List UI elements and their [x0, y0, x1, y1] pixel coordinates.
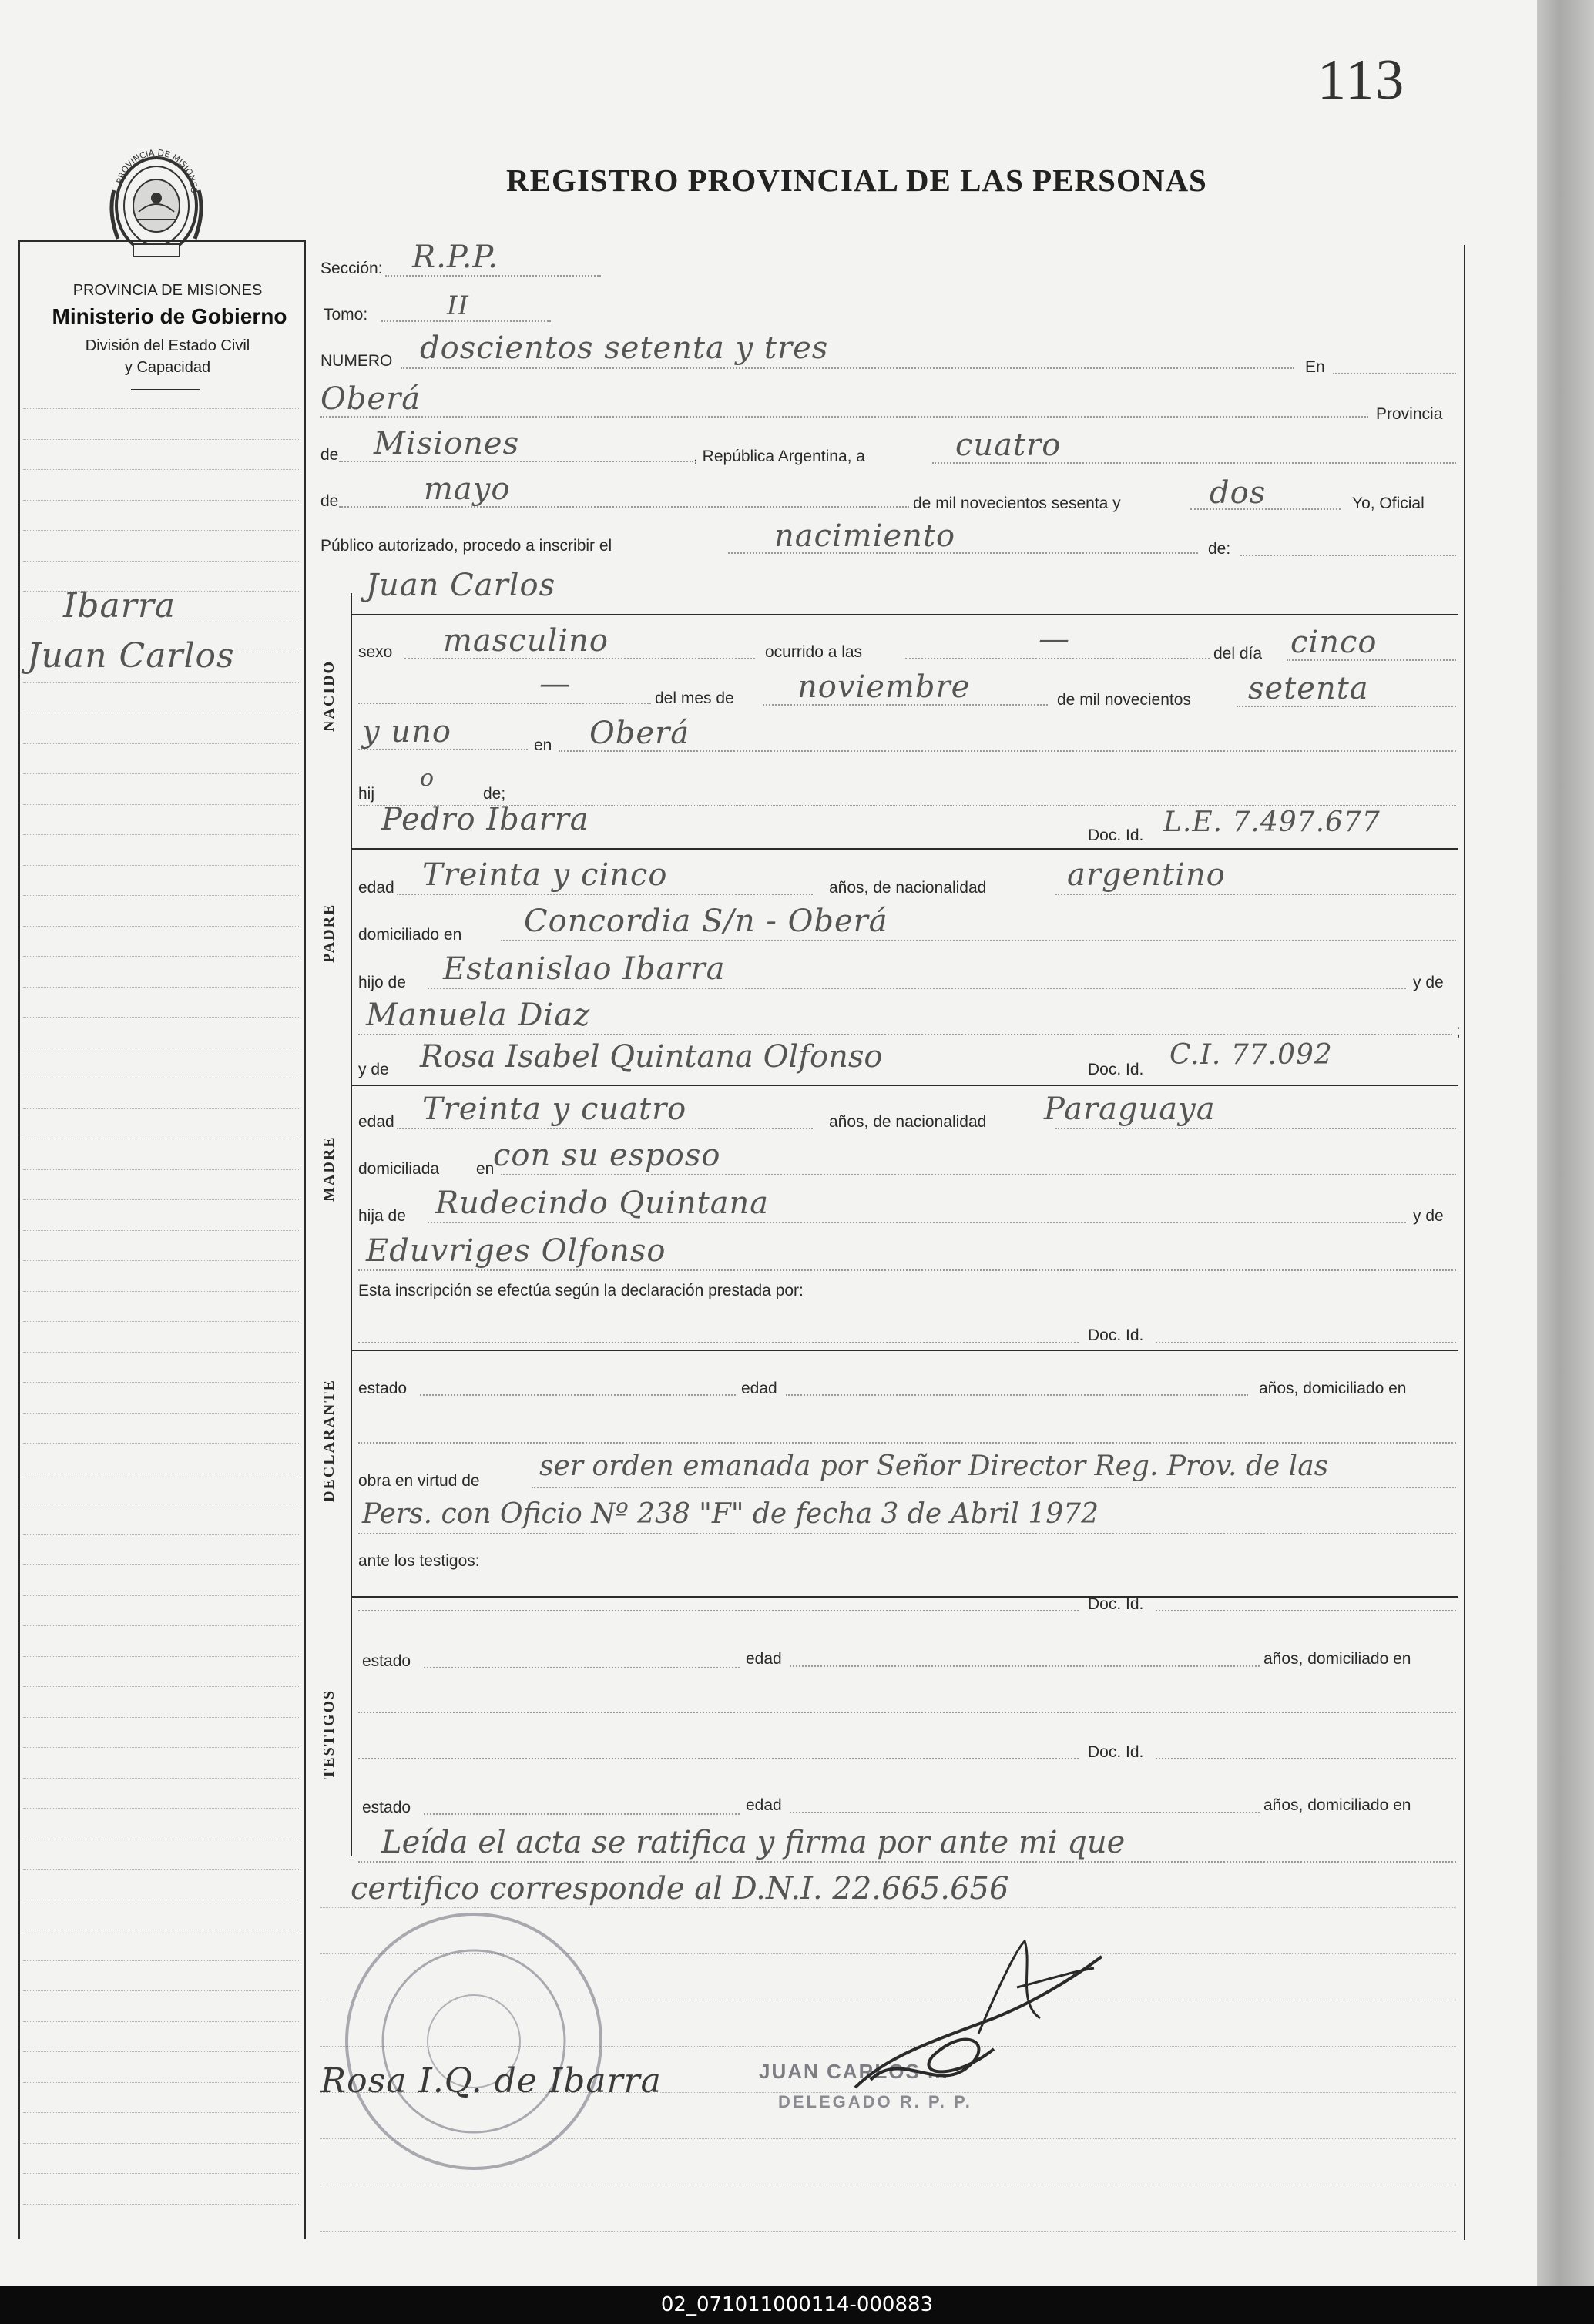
label-nac-padre: años, de nacionalidad: [829, 879, 987, 897]
label-del-dia: del día: [1213, 645, 1263, 662]
label-numero: NUMERO: [320, 352, 393, 370]
dotted-fill-line: [320, 416, 1368, 418]
madre-domicilio: con su esposo: [493, 1138, 721, 1173]
value-tomo: II: [447, 290, 469, 321]
label-doc-declarante: Doc. Id.: [1088, 1326, 1144, 1344]
value-seccion: R.P.P.: [412, 240, 498, 275]
label-estado-testigo-1: estado: [362, 1652, 411, 1670]
section-madre: MADRE: [320, 1135, 337, 1202]
margin-ruled-line: [23, 2021, 299, 2022]
dotted-fill-line: [1156, 1758, 1456, 1759]
label-esta-inscripcion: Esta inscripción se efectúa según la declaración prestada por:: [358, 1282, 804, 1299]
dotted-fill-line: [358, 1034, 1452, 1035]
margin-ruled-line: [23, 682, 299, 683]
margin-ruled-line: [23, 2051, 299, 2052]
margin-ruled-line: [23, 926, 299, 927]
label-doc-madre: Doc. Id.: [1088, 1061, 1144, 1078]
label-anos-testigo-2: años, domiciliado en: [1263, 1796, 1411, 1814]
dotted-fill-line: [358, 1861, 1456, 1863]
official-stamp-line2: DELEGADO R. P. P.: [778, 2092, 972, 2111]
madre-nacionalidad: Paraguaya: [1044, 1092, 1216, 1127]
padre-nacionalidad: argentino: [1067, 857, 1226, 893]
testigos-nota-2: certifico corresponde al D.N.I. 22.665.656: [351, 1871, 1009, 1906]
dotted-fill-line: [1156, 1342, 1456, 1343]
margin-ruled-line: [23, 561, 299, 562]
top-frame-line: [18, 240, 304, 242]
margin-ruled-line: [23, 1869, 299, 1870]
section-declarante: DECLARANTE: [320, 1378, 337, 1502]
madre-madre: Eduvriges Olfonso: [366, 1233, 666, 1269]
right-frame-line: [1464, 245, 1465, 2240]
margin-ruled-line: [23, 408, 299, 409]
document-title: REGISTRO PROVINCIAL DE LAS PERSONAS: [506, 163, 1207, 198]
label-hija-de: hija de: [358, 1207, 406, 1225]
nacido-top-rule: [351, 614, 1458, 615]
official-stamp-line1: JUAN CARLOS ...: [759, 2060, 949, 2083]
dotted-fill-line: [1055, 1128, 1456, 1129]
label-estado-testigo-2: estado: [362, 1799, 411, 1816]
label-sexo: sexo: [358, 643, 393, 661]
label-domiciliada: domiciliada: [358, 1160, 440, 1178]
label-y-de-padre: y de: [1413, 974, 1444, 991]
margin-ruled-line: [23, 500, 299, 501]
margin-ruled-line: [23, 1017, 299, 1018]
signature-oficial-scribble: [840, 1933, 1117, 2111]
label-edad-madre: edad: [358, 1113, 394, 1131]
label-y-de-madre: y de: [358, 1061, 389, 1078]
dotted-fill-line: [358, 1442, 1456, 1444]
left-column-divider: [304, 240, 306, 2239]
margin-ruled-line: [23, 1656, 299, 1657]
nacido-nombre: Juan Carlos: [366, 568, 556, 603]
madre-doc: C.I. 77.092: [1169, 1039, 1333, 1071]
margin-ruled-line: [23, 1717, 299, 1718]
dotted-fill-line: [358, 1269, 1456, 1271]
dotted-fill-line: [358, 1342, 1079, 1343]
label-de-mil-nov: de mil novecientos: [1057, 691, 1191, 709]
margin-ruled-line: [23, 1260, 299, 1261]
label-anos-declarante: años, domiciliado en: [1259, 1380, 1407, 1397]
value-localidad: Oberá: [320, 381, 421, 417]
label-de-mil: de mil novecientos sesenta y: [913, 495, 1121, 512]
section-padre: PADRE: [320, 903, 337, 963]
value-anio-inscripcion: dos: [1210, 475, 1267, 511]
value-acto: nacimiento: [774, 518, 956, 554]
margin-ruled-line: [23, 1413, 299, 1414]
dotted-fill-line: [559, 750, 1456, 752]
padre-top-rule: [351, 848, 1458, 850]
page-number: 113: [1317, 49, 1406, 112]
left-header-rule: [131, 389, 200, 390]
label-nac-madre: años, de nacionalidad: [829, 1113, 987, 1131]
margin-ruled-line: [23, 469, 299, 470]
margin-ruled-line: [23, 2082, 299, 2083]
label-edad-testigo-2: edad: [746, 1796, 782, 1814]
margin-ruled-line: [23, 439, 299, 440]
value-numero: doscientos setenta y tres: [420, 330, 829, 366]
nacido-lugar: Oberá: [589, 716, 690, 751]
label-yo-oficial: Yo, Oficial: [1352, 495, 1425, 512]
label-republica: , República Argentina, a: [693, 448, 865, 465]
padre-madre: Manuela Diaz: [366, 998, 591, 1033]
margin-ruled-line: [23, 2204, 299, 2205]
dotted-fill-line: [358, 1712, 1456, 1713]
left-header-line4: y Capacidad: [124, 359, 211, 376]
padre-nombre: Pedro Ibarra: [381, 802, 589, 837]
dotted-fill-line: [1055, 894, 1456, 895]
margin-note-given: Juan Carlos: [27, 636, 235, 676]
dotted-fill-line: [397, 1128, 813, 1129]
left-header-line3: División del Estado Civil: [85, 337, 250, 354]
section-column-divider: [351, 593, 352, 1856]
margin-ruled-line: [23, 1230, 299, 1231]
filename-footer: 02_071011000114-000883: [0, 2286, 1594, 2324]
margin-ruled-line: [23, 1808, 299, 1809]
label-edad-padre: edad: [358, 879, 394, 897]
label-doc-testigo-1: Doc. Id.: [1088, 1595, 1144, 1613]
dotted-fill-line: [905, 658, 1210, 659]
dotted-fill-line: [786, 1394, 1248, 1396]
left-header-line1: PROVINCIA DE MISIONES: [72, 282, 263, 299]
madre-edad: Treinta y cuatro: [422, 1092, 687, 1127]
margin-ruled-line: [23, 1199, 299, 1200]
label-tomo: Tomo:: [324, 306, 368, 324]
margin-note-surname: Ibarra: [63, 586, 176, 625]
label-de-semi: de;: [483, 785, 506, 803]
dotted-fill-line: [428, 988, 1406, 989]
padre-doc: L.E. 7.497.677: [1163, 807, 1381, 838]
margin-ruled-line: [23, 956, 299, 957]
testigos-nota-1: Leída el acta se ratifica y firma por ante mi que: [381, 1825, 1126, 1860]
dotted-fill-line: [1156, 1610, 1456, 1611]
logo-text: PROVINCIA DE MISIONES: [114, 147, 200, 193]
madre-padre: Rudecindo Quintana: [435, 1185, 770, 1221]
margin-ruled-line: [23, 834, 299, 835]
margin-ruled-line: [23, 1382, 299, 1383]
declarante-obra-1: ser orden emanada por Señor Director Reg. Prov. de las: [539, 1450, 1329, 1482]
dotted-fill-line: [401, 367, 1294, 369]
label-hij: hij: [358, 785, 375, 803]
margin-ruled-line: [23, 773, 299, 774]
declarante-obra-2: Pers. con Oficio Nº 238 "F" de fecha 3 de Abril 1972: [362, 1498, 1099, 1530]
dotted-fill-line: [428, 1222, 1406, 1223]
margin-ruled-line: [23, 1443, 299, 1444]
declarante-top-rule: [351, 1350, 1458, 1351]
label-en: En: [1305, 358, 1325, 376]
madre-nombre: Rosa Isabel Quintana Olfonso: [420, 1039, 883, 1075]
nacido-hora: —: [1039, 622, 1070, 657]
padre-domicilio: Concordia S/n - Oberá: [524, 904, 888, 939]
nacido-anio-b: y uno: [362, 714, 451, 750]
margin-ruled-line: [23, 743, 299, 744]
margin-ruled-line: [23, 1990, 299, 1991]
madre-top-rule: [351, 1085, 1458, 1086]
margin-ruled-line: [23, 895, 299, 896]
label-ocurrido: ocurrido a las: [765, 643, 863, 661]
dotted-fill-line: [420, 1394, 736, 1396]
dotted-fill-line: [358, 1610, 1079, 1611]
dotted-fill-line: [358, 703, 651, 704]
margin-ruled-line: [23, 1352, 299, 1353]
label-ante-testigos: ante los testigos:: [358, 1552, 480, 1570]
margin-ruled-line: [23, 865, 299, 866]
signature-madre: Rosa I.Q. de Ibarra: [320, 2061, 662, 2101]
label-edad-declarante: edad: [741, 1380, 777, 1397]
label-dom-padre: domiciliado en: [358, 926, 462, 944]
margin-ruled-line: [23, 1564, 299, 1565]
nacido-mes: noviembre: [797, 669, 971, 705]
dotted-fill-line: [424, 1813, 740, 1815]
dotted-fill-line: [790, 1812, 1260, 1813]
label-del-mes: del mes de: [655, 689, 734, 707]
padre-padre: Estanislao Ibarra: [443, 951, 726, 987]
dotted-fill-line: [501, 1174, 1456, 1175]
value-mes-inscripcion: mayo: [424, 471, 511, 507]
margin-ruled-line: [23, 1291, 299, 1292]
label-hijo-de: hijo de: [358, 974, 406, 991]
left-frame-line: [18, 240, 20, 2239]
dotted-fill-line: [358, 1758, 1079, 1759]
margin-ruled-line: [23, 1108, 299, 1109]
value-provincia: Misiones: [374, 426, 520, 461]
label-anos-testigo-1: años, domiciliado en: [1263, 1650, 1411, 1668]
label-doc-testigo-2: Doc. Id.: [1088, 1743, 1144, 1761]
lower-ruled-line: [320, 2231, 1456, 2232]
label-en-madre: en: [476, 1160, 495, 1178]
nacido-dia: cinco: [1290, 625, 1378, 660]
padre-edad: Treinta y cinco: [422, 857, 668, 893]
label-en-lugar: en: [534, 736, 552, 754]
section-nacido: NACIDO: [320, 659, 337, 732]
nacido-sexo: masculino: [443, 623, 609, 659]
dotted-fill-line: [385, 275, 601, 277]
nacido-dia-guion: —: [539, 666, 571, 702]
testigos-top-rule: [351, 1596, 1458, 1598]
value-dia-inscripcion: cuatro: [955, 428, 1062, 463]
left-header-ministry: Ministerio de Gobierno: [52, 304, 287, 328]
dotted-fill-line: [790, 1665, 1260, 1667]
dotted-fill-line: [501, 940, 1456, 941]
registry-seal-stamp: [335, 1903, 612, 2180]
dotted-fill-line: [532, 1487, 1456, 1488]
label-de-1: de: [320, 446, 339, 464]
label-seccion: Sección:: [320, 260, 383, 277]
margin-ruled-line: [23, 1625, 299, 1626]
margin-ruled-line: [23, 530, 299, 531]
margin-ruled-line: [23, 1169, 299, 1170]
margin-ruled-line: [23, 1321, 299, 1322]
margin-ruled-line: [23, 1595, 299, 1596]
margin-ruled-line: [23, 1747, 299, 1748]
dotted-fill-line: [358, 1533, 1456, 1534]
dotted-fill-line: [397, 894, 813, 895]
label-y-de-madre-2: y de: [1413, 1207, 1444, 1225]
binder-edge: [1537, 0, 1594, 2286]
provincial-coat-of-arms-logo: [99, 143, 214, 262]
dotted-fill-line: [1240, 555, 1456, 556]
label-de-colon: de:: [1208, 540, 1231, 558]
label-de-2: de: [320, 492, 339, 510]
margin-ruled-line: [23, 2143, 299, 2144]
dotted-fill-line: [424, 1667, 740, 1668]
label-provincia: Provincia: [1376, 405, 1443, 423]
label-obra: obra en virtud de: [358, 1472, 480, 1490]
margin-ruled-line: [23, 1778, 299, 1779]
label-estado-declarante: estado: [358, 1380, 408, 1397]
label-semicolon: ;: [1456, 1022, 1461, 1040]
margin-ruled-line: [23, 2112, 299, 2113]
label-doc-padre: Doc. Id.: [1088, 827, 1144, 844]
margin-ruled-line: [23, 987, 299, 988]
nacido-anio-a: setenta: [1248, 671, 1369, 706]
margin-ruled-line: [23, 2173, 299, 2174]
nacido-hij-suffix: o: [420, 765, 435, 792]
margin-ruled-line: [23, 1686, 299, 1687]
margin-ruled-line: [23, 804, 299, 805]
dotted-fill-line: [1333, 373, 1456, 374]
margin-ruled-line: [23, 1534, 299, 1535]
section-testigos: TESTIGOS: [320, 1689, 337, 1779]
label-publico: Público autorizado, procedo a inscribir el: [320, 537, 612, 555]
label-edad-testigo-1: edad: [746, 1650, 782, 1668]
margin-ruled-line: [23, 1960, 299, 1961]
